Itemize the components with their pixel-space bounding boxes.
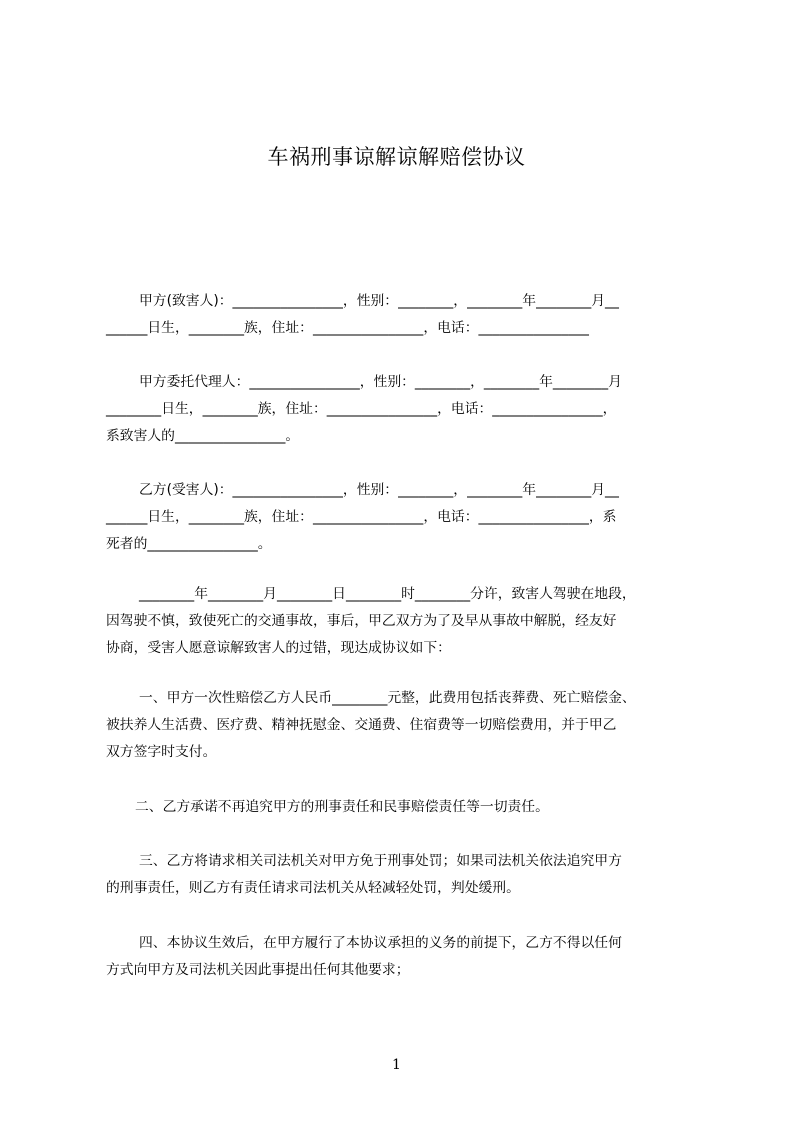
clause-4-line-1: 四、本协议生效后，在甲方履行了本协议承担的义务的前提下，乙方不得以任何 [139,935,622,951]
party-a-line-1: 甲方(致害人)：________________，性别：________，________年________月__ [139,293,619,309]
party-a-agent-line-1: 甲方委托代理人：________________，性别：________，________年________月 [139,374,622,390]
page-number: 1 [392,1057,401,1073]
clause-2-line-1: 二、乙方承诺不再追究甲方的刑事责任和民事赔偿责任等一切责任。 [135,799,549,815]
party-b-line-3: 死者的________________。 [106,536,272,552]
party-b-line-2: ______日生，________族，住址：________________，电话：________________，系 [106,509,617,525]
clause-1-line-2: 被扶养人生活费、医疗费、精神抚慰金、交通费、住宿费等一切赔偿费用，并于甲乙 [106,717,617,733]
clause-3-line-2: 的刑事责任，则乙方有责任请求司法机关从轻减轻处罚，判处缓刑。 [106,880,520,896]
clause-1-line-3: 双方签字时支付。 [106,744,217,760]
clause-1-line-1: 一、甲方一次性赔偿乙方人民币________元整，此费用包括丧葬费、死亡赔偿金、 [139,690,636,706]
intro-line-1: ________年________月________日________时________分许，致害人驾驶在地段， [139,586,636,602]
intro-line-3: 协商，受害人愿意谅解致害人的过错，现达成协议如下： [106,640,451,656]
document-title: 车祸刑事谅解谅解赔偿协议 [267,145,526,169]
party-a-agent-line-2: ________日生，________族，住址：________________，电话：________________， [106,401,617,417]
intro-line-2: 因驾驶不慎，致使死亡的交通事故，事后，甲乙双方为了及早从事故中解脱，经友好 [106,613,617,629]
clause-4-line-2: 方式向甲方及司法机关因此事提出任何其他要求； [106,962,410,978]
party-a-line-2: ______日生，________族，住址：________________，电话：________________ [106,320,589,336]
party-b-line-1: 乙方(受害人)：________________，性别：________，________年________月__ [139,482,619,498]
party-a-agent-line-3: 系致害人的________________。 [106,428,300,444]
clause-3-line-1: 三、乙方将请求相关司法机关对甲方免于刑事处罚；如果司法机关依法追究甲方 [139,853,622,869]
